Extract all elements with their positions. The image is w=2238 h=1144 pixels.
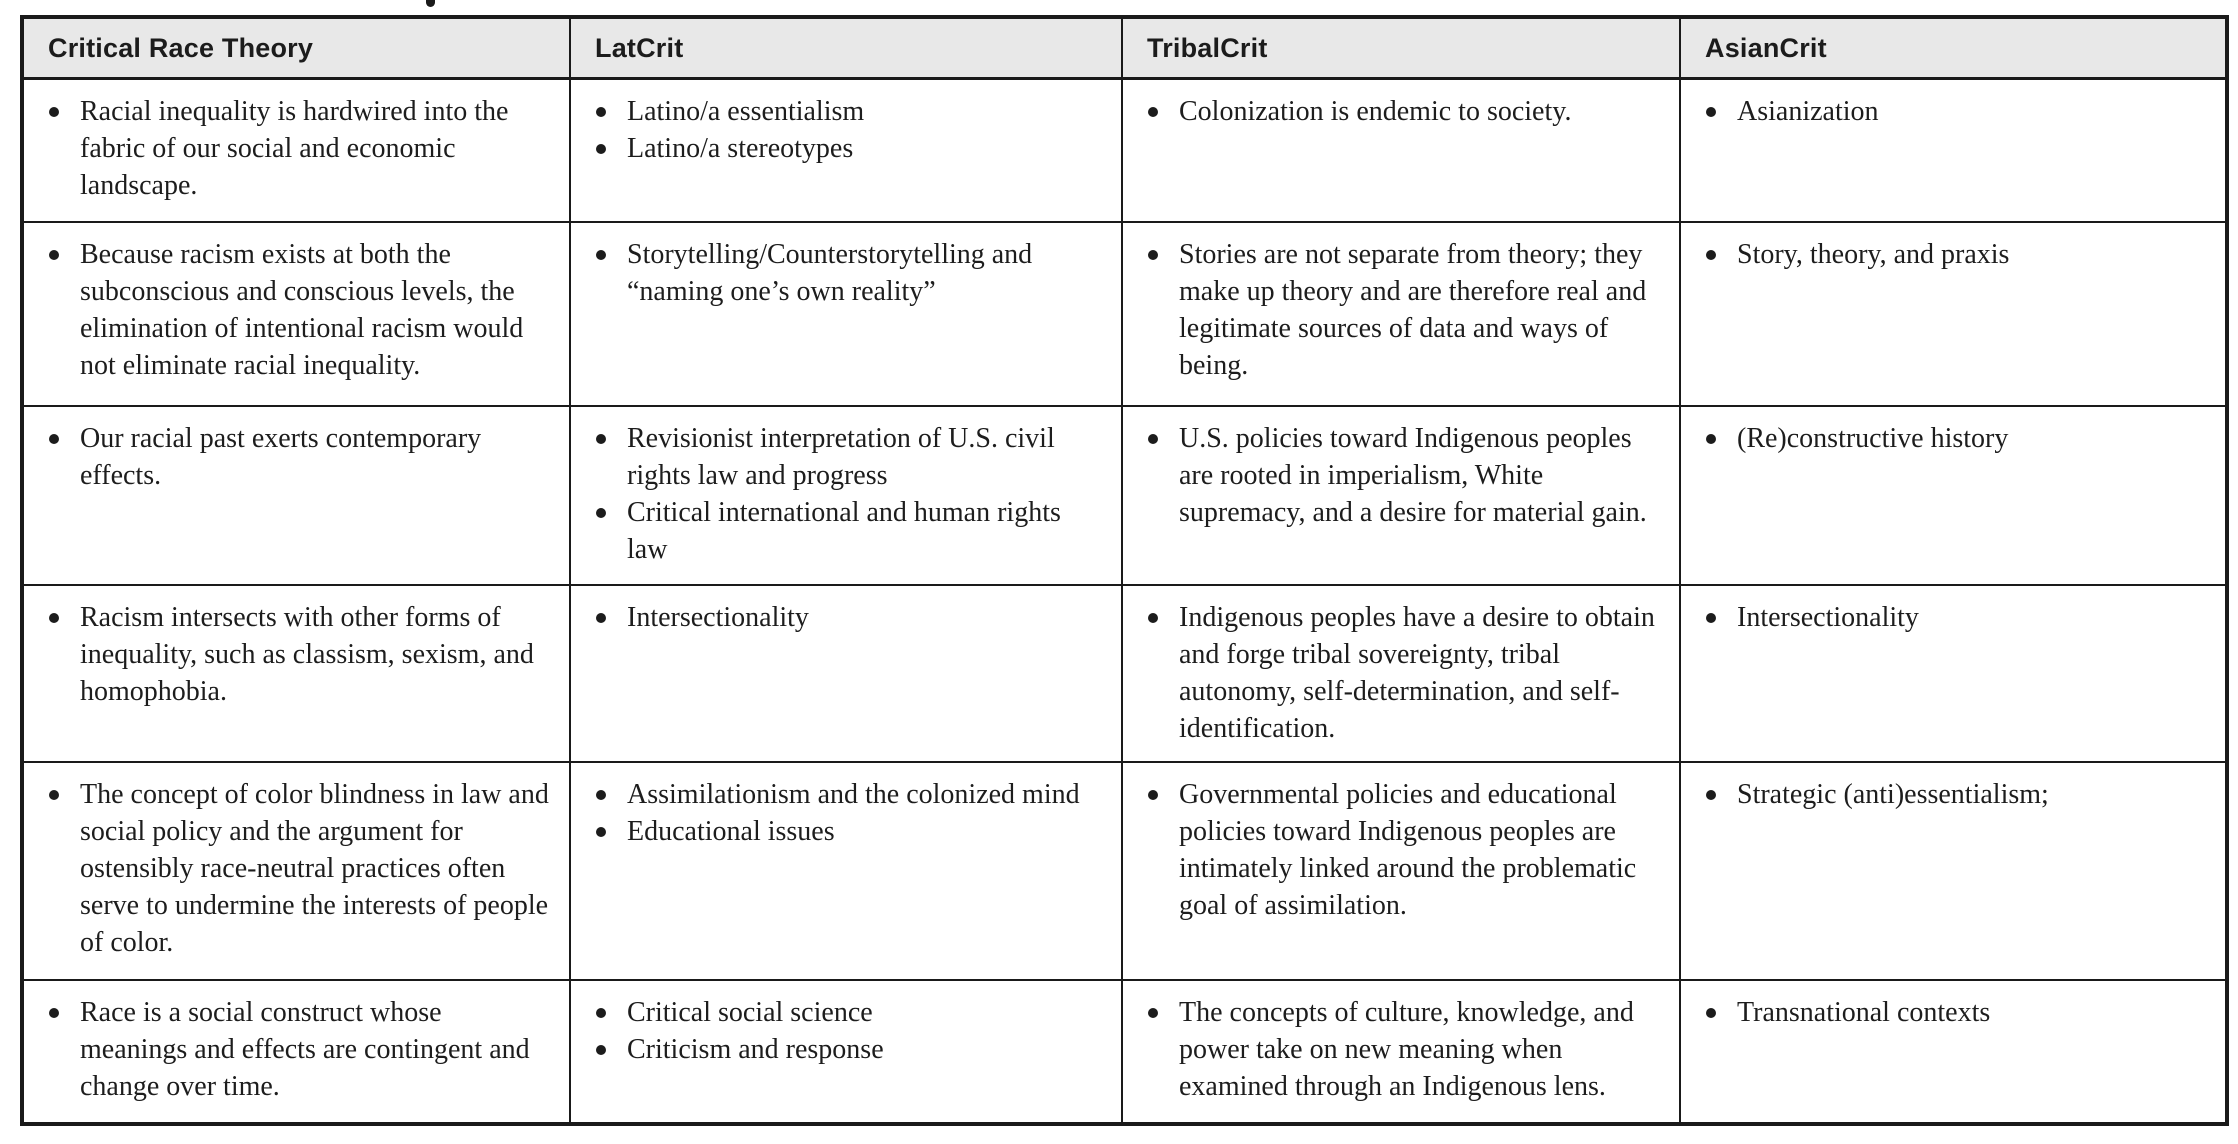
bullet-list	[40, 420, 553, 494]
table-row	[22, 585, 2227, 762]
table-cell	[570, 585, 1122, 762]
table-cell	[22, 406, 570, 585]
bullet-item: Intersectionality	[587, 599, 1105, 636]
bullet-list	[1139, 776, 1663, 924]
bullet-item: Governmental policies and educational policies toward Indigenous peoples are intimately linked around the problematic goal of assimilation.	[1139, 776, 1663, 924]
bullet-list	[1697, 236, 2209, 273]
table-cell	[1680, 222, 2227, 406]
bullet-list	[1697, 776, 2209, 813]
bullet-item: Race is a social construct whose meanings and effects are contingent and change over time.	[40, 994, 553, 1105]
bullet-list	[587, 236, 1105, 310]
bullet-item: Story, theory, and praxis	[1697, 236, 2209, 273]
bullet-item: Intersectionality	[1697, 599, 2209, 636]
bullet-list	[1697, 93, 2209, 130]
table-cell	[22, 585, 570, 762]
bullet-list	[1697, 599, 2209, 636]
bullet-item: Strategic (anti)essentialism;	[1697, 776, 2209, 813]
bullet-item: Critical social science	[587, 994, 1105, 1031]
bullet-list	[587, 599, 1105, 636]
bullet-list	[1697, 994, 2209, 1031]
bullet-list	[1139, 994, 1663, 1105]
column-header-tribalcrit: TribalCrit	[1122, 17, 1680, 79]
bullet-list	[587, 420, 1105, 568]
bullet-item: Criticism and response	[587, 1031, 1105, 1068]
bullet-item: Asianization	[1697, 93, 2209, 130]
table-cell	[1122, 79, 1680, 222]
table-row	[22, 980, 2227, 1124]
bullet-list	[1139, 599, 1663, 747]
header-row	[22, 17, 2227, 79]
bullet-list	[40, 599, 553, 710]
bullet-item: Storytelling/Counterstorytelling and “naming one’s own reality”	[587, 236, 1105, 310]
bullet-item: Revisionist interpretation of U.S. civil rights law and progress	[587, 420, 1105, 494]
table-cell	[22, 222, 570, 406]
bullet-list	[1697, 420, 2209, 457]
bullet-item: The concept of color blindness in law and social policy and the argument for ostensibly race-neutral practices often serve to undermine the interests of people of color.	[40, 776, 553, 961]
table-cell	[1680, 406, 2227, 585]
bullet-item: The concepts of culture, knowledge, and power take on new meaning when examined through an Indigenous lens.	[1139, 994, 1663, 1105]
bullet-item: Our racial past exerts contemporary effects.	[40, 420, 553, 494]
bullet-list	[40, 93, 553, 204]
table-cell	[1122, 585, 1680, 762]
bullet-item: Critical international and human rights law	[587, 494, 1105, 568]
table-cell	[1680, 762, 2227, 980]
bullet-item: Stories are not separate from theory; they make up theory and are therefore real and legitimate sources of data and ways of being.	[1139, 236, 1663, 384]
bullet-list	[40, 994, 553, 1105]
table-row	[22, 762, 2227, 980]
bullet-list	[40, 776, 553, 961]
column-header-critical-race-theory: Critical Race Theory	[22, 17, 570, 79]
column-header-asiancrit: AsianCrit	[1680, 17, 2227, 79]
bullet-item: Transnational contexts	[1697, 994, 2209, 1031]
bullet-list	[587, 93, 1105, 167]
bullet-list	[1139, 236, 1663, 384]
table-cell	[22, 79, 570, 222]
table-row	[22, 406, 2227, 585]
bullet-item: Because racism exists at both the subconscious and conscious levels, the elimination of intentional racism would not eliminate racial inequality.	[40, 236, 553, 384]
bullet-item: Latino/a stereotypes	[587, 130, 1105, 167]
bullet-item: Racism intersects with other forms of inequality, such as classism, sexism, and homophobia.	[40, 599, 553, 710]
table-row	[22, 79, 2227, 222]
clipped-caption-fragment	[426, 0, 435, 7]
table-cell	[570, 980, 1122, 1124]
column-header-latcrit: LatCrit	[570, 17, 1122, 79]
table-cell	[22, 980, 570, 1124]
table-cell	[1680, 980, 2227, 1124]
table-cell	[1680, 585, 2227, 762]
table-cell	[570, 406, 1122, 585]
table-cell	[1680, 79, 2227, 222]
table-cell	[570, 222, 1122, 406]
table-cell	[570, 762, 1122, 980]
bullet-item: Indigenous peoples have a desire to obtain and forge tribal sovereignty, tribal autonomy, self-determination, and self-identification.	[1139, 599, 1663, 747]
critical-theories-comparison-table	[20, 15, 2229, 1126]
table-cell	[1122, 222, 1680, 406]
bullet-list	[1139, 93, 1663, 130]
bullet-item: Colonization is endemic to society.	[1139, 93, 1663, 130]
table-row	[22, 222, 2227, 406]
bullet-item: (Re)constructive history	[1697, 420, 2209, 457]
bullet-item: Latino/a essentialism	[587, 93, 1105, 130]
bullet-list	[40, 236, 553, 384]
table-cell	[570, 79, 1122, 222]
bullet-item: Educational issues	[587, 813, 1105, 850]
bullet-item: U.S. policies toward Indigenous peoples are rooted in imperialism, White supremacy, and a desire for material gain.	[1139, 420, 1663, 531]
bullet-list	[587, 776, 1105, 850]
bullet-item: Racial inequality is hardwired into the fabric of our social and economic landscape.	[40, 93, 553, 204]
table-cell	[1122, 762, 1680, 980]
table-cell	[22, 762, 570, 980]
table-cell	[1122, 406, 1680, 585]
bullet-list	[1139, 420, 1663, 531]
table-cell	[1122, 980, 1680, 1124]
bullet-item: Assimilationism and the colonized mind	[587, 776, 1105, 813]
bullet-list	[587, 994, 1105, 1068]
